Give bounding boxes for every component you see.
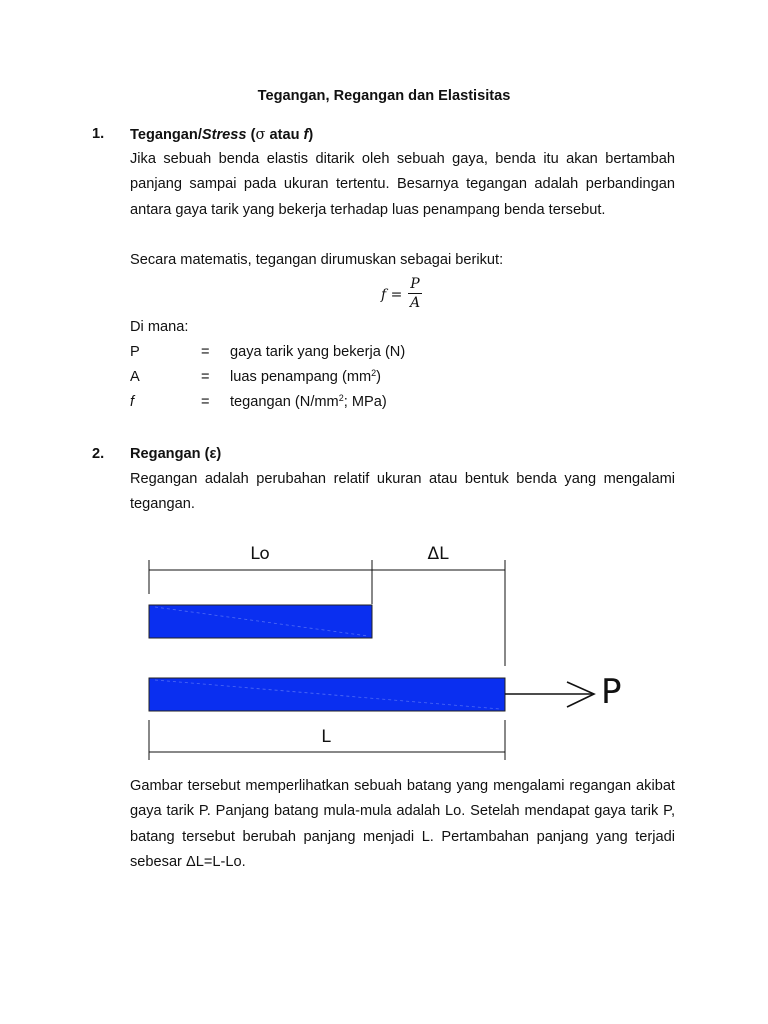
definition-text: tegangan (N/mm xyxy=(230,394,339,410)
definition-text-tail: ) xyxy=(376,369,382,385)
label-delta-l: ΔL xyxy=(427,544,449,564)
where-label: Di mana: xyxy=(130,319,189,335)
formula-intro: Secara matematis, tegangan dirumuskan sebagai berikut: xyxy=(130,252,504,268)
definition-superscript: 2 xyxy=(371,368,377,378)
definition-text: luas penampang (mm xyxy=(230,369,372,385)
document-title: Tegangan, Regangan dan Elastisitas xyxy=(257,88,511,104)
definition-symbol: f xyxy=(130,394,135,410)
heading-italic-text: Stress xyxy=(201,127,247,143)
f-symbol: f xyxy=(303,127,309,143)
definition-text-tail: ; MPa) xyxy=(343,394,387,410)
definition-text: gaya tarik yang bekerja (N) xyxy=(230,344,406,360)
label-l: L xyxy=(321,727,331,747)
heading-text: ( xyxy=(246,127,256,143)
heading-text: atau xyxy=(265,127,304,143)
heading-text: ) xyxy=(308,127,314,143)
heading-text: Tegangan/ xyxy=(130,127,202,143)
strain-paragraph: Regangan adalah perubahan relatif ukuran atau bentuk benda yang mengalami tegangan. xyxy=(130,471,675,513)
section-number: 1. xyxy=(92,126,105,142)
definition-symbol: A xyxy=(130,369,140,385)
stress-paragraph: Jika sebuah benda elastis ditarik oleh sebuah gaya, benda itu akan bertambah panjang sampai pada ukuran tertentu. Besarnya tegangan adalah perbandingan antara gaya tarik yang bekerja terhadap luas penampang benda tersebut. xyxy=(130,151,675,218)
figure-caption: Gambar tersebut memperlihatkan sebuah batang yang mengalami regangan akibat gaya tarik P. Panjang batang mula-mula adalah Lo. Setelah mendapat gaya tarik P, batang tersebut berubah panjang menjadi L. Pertambahan panjang yang terjadi sebesar ΔL=L-Lo. xyxy=(130,778,675,870)
original-bar xyxy=(149,605,372,638)
definition-symbol: P xyxy=(130,344,140,360)
formula-lhs: f = xyxy=(381,287,403,303)
definition-superscript: 2 xyxy=(338,393,344,403)
stretched-bar xyxy=(149,678,505,711)
formula-numerator: P xyxy=(410,276,420,292)
definition-equals: = xyxy=(201,369,210,385)
section-number: 2. xyxy=(92,446,105,462)
label-lo: Lo xyxy=(250,544,270,564)
sigma-symbol: σ xyxy=(255,126,266,143)
definition-equals: = xyxy=(201,394,210,410)
section-heading-strain: Regangan (ε) xyxy=(130,446,222,462)
label-p: P xyxy=(601,672,622,712)
definition-equals: = xyxy=(201,344,210,360)
formula-denominator: A xyxy=(409,295,421,311)
